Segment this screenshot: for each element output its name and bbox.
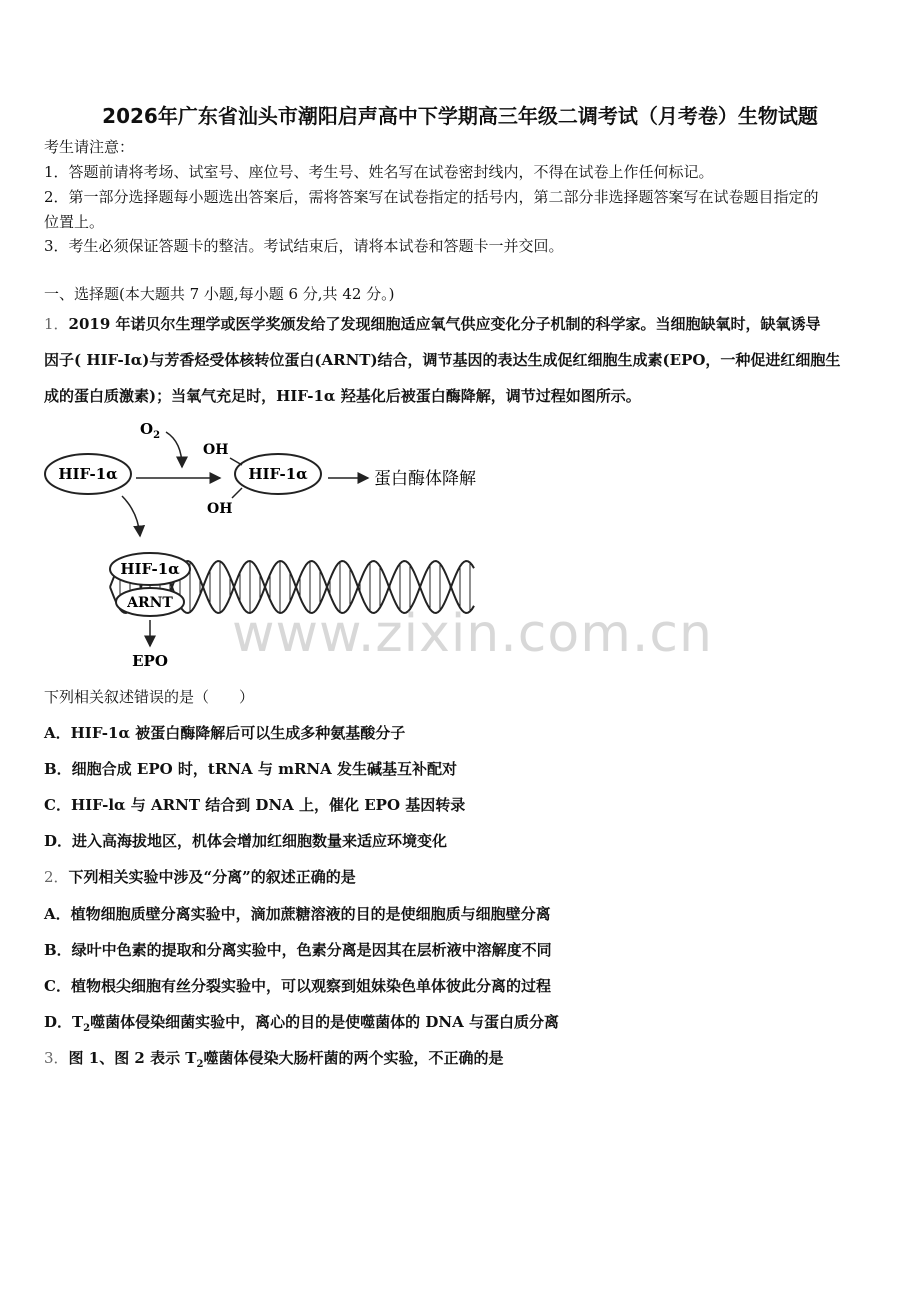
hif-dna-label: HIF-1α xyxy=(120,560,180,578)
q1-line-3: 成的蛋白质激素)；当氧气充足时，HIF-1α 羟基化后被蛋白酶降解，调节过程如图所示。 xyxy=(44,387,641,405)
oh-top-label: OH xyxy=(203,442,229,458)
watermark: www.zixin.com.cn xyxy=(232,604,713,664)
q1-text-1: 2019 年诺贝尔生理学或医学奖颁发给了发现细胞适应氧气供应变化分子机制的科学家。当细胞缺氧时，缺氧诱导 xyxy=(68,315,821,333)
notice-item-2-cont: 位置上。 xyxy=(44,213,105,231)
q3-number: 3． xyxy=(44,1049,69,1067)
q1-option-d: D．进入高海拔地区，机体会增加红细胞数量来适应环境变化 xyxy=(44,832,448,850)
q1-line-1 xyxy=(44,314,880,334)
q1-stem: 下列相关叙述错误的是（ ） xyxy=(44,688,255,706)
notice-heading: 考生请注意： xyxy=(44,138,135,156)
page-title: 2026年广东省汕头市潮阳启声高中下学期高三年级二调考试（月考卷）生物试题 xyxy=(102,104,818,128)
notice-item-3: 3．考生必须保证答题卡的整洁。考试结束后，请将本试卷和答题卡一并交回。 xyxy=(44,237,564,255)
o2-label: $O_2$ xyxy=(140,420,161,441)
arnt-label: ARNT xyxy=(127,595,173,611)
hif-left-label: HIF-1α xyxy=(58,465,118,483)
section-heading: 一、选择题(本大题共 7 小题,每小题 6 分,共 42 分。) xyxy=(44,285,395,303)
q1-option-b: B．细胞合成 EPO 时，tRNA 与 mRNA 发生碱基互补配对 xyxy=(44,760,457,778)
q1-option-a: A．HIF-1α 被蛋白酶降解后可以生成多种氨基酸分子 xyxy=(44,724,406,742)
q1-line-2: 因子( HIF-Iα)与芳香烃受体核转位蛋白(ARNT)结合，调节基因的表达生成促红细胞生成素(EPO，一种促进红细胞生 xyxy=(44,351,841,369)
hif-right-label: HIF-1α xyxy=(248,465,308,483)
q1-option-c: C．HIF-lα 与 ARNT 结合到 DNA 上，催化 EPO 基因转录 xyxy=(44,796,466,814)
q2-option-b: B．绿叶中色素的提取和分离实验中，色素分离是因其在层析液中溶解度不同 xyxy=(44,941,552,959)
q2-number: 2． xyxy=(44,868,69,886)
q2-stem: 下列相关实验中涉及“分离”的叙述正确的是 xyxy=(68,868,356,886)
degrade-label: 蛋白酶体降解 xyxy=(374,469,476,489)
epo-label: EPO xyxy=(132,652,168,670)
q2-option-a: A．植物细胞质壁分离实验中，滴加蔗糖溶液的目的是使细胞质与细胞壁分离 xyxy=(44,905,551,923)
q1-number: 1． xyxy=(44,315,69,333)
q2-option-c: C．植物根尖细胞有丝分裂实验中，可以观察到姐妹染色单体彼此分离的过程 xyxy=(44,977,551,995)
q3-stem-line: 3．图 1、图 2 表示 $T_2$噬菌体侵染大肠杆菌的两个实验，不正确的是 xyxy=(44,1049,504,1070)
binding-arrow xyxy=(122,496,140,536)
q2-stem-line xyxy=(44,867,880,887)
o2-arrow xyxy=(166,432,182,467)
oh-bottom-label: OH xyxy=(207,501,233,517)
notice-item-1: 1．答题前请将考场、试室号、座位号、考生号、姓名写在试卷密封线内，不得在试卷上作任何标记。 xyxy=(44,163,714,181)
q2-option-d: D．$T_2$噬菌体侵染细菌实验中，离心的目的是使噬菌体的 DNA 与蛋白质分离 xyxy=(44,1013,559,1034)
notice-item-2: 2．第一部分选择题每小题选出答案后，需将答案写在试卷指定的括号内，第二部分非选择题答案写在试卷题目指定的 xyxy=(44,188,819,206)
